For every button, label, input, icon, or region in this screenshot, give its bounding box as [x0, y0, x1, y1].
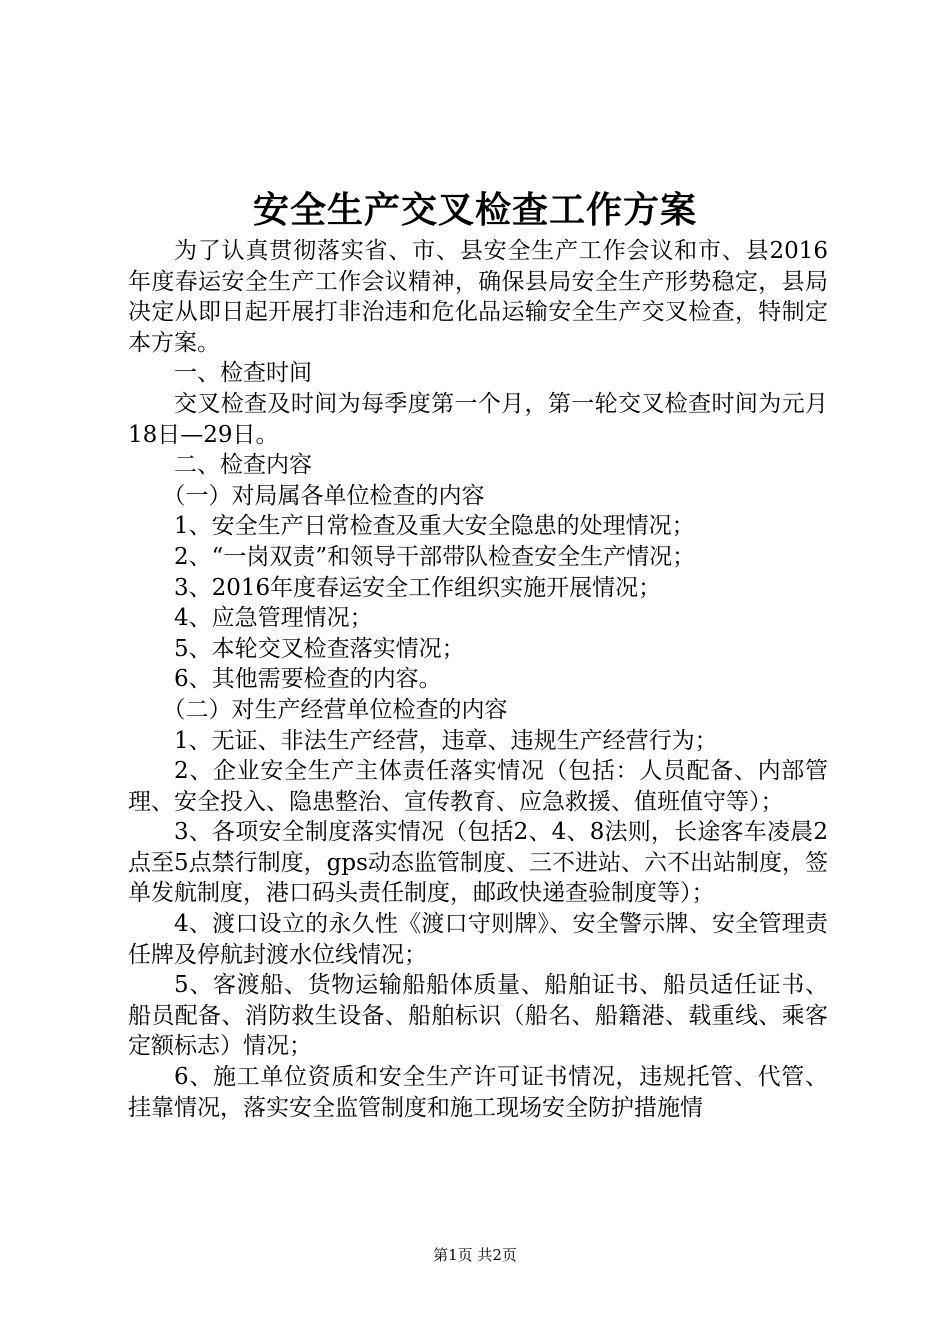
list-item: 5、客渡船、货物运输船船体质量、船舶证书、船员适任证书、船员配备、消防救生设备、船舶标识（船名、船籍港、载重线、乘客定额标志）情况； [128, 972, 828, 1060]
page-footer: 第1页 共2页 [433, 1246, 517, 1264]
list-item: 4、应急管理情况； [174, 605, 373, 632]
paragraph-intro: 为了认真贯彻落实省、市、县安全生产工作会议和市、县2016年度春运安全生产工作会议精神，确保县局安全生产形势稳定，县局决定从即日起开展打非治违和危化品运输安全生产交叉检查，特制定本方案。 [128, 238, 828, 356]
heading-inspection-content: 二、检查内容 [174, 452, 312, 479]
subheading-business-units: （二）对生产经营单位检查的内容 [162, 696, 508, 723]
paragraph-inspection-time: 交叉检查及时间为每季度第一个月，第一轮交叉检查时间为元月18日—29日。 [128, 390, 828, 448]
list-item: 1、安全生产日常检查及重大安全隐患的处理情况； [174, 513, 695, 540]
list-item: 4、渡口设立的永久性《渡口守则牌》、安全警示牌、安全管理责任牌及停航封渡水位线情况； [128, 911, 828, 968]
list-item: 3、2016年度春运安全工作组织实施开展情况； [174, 574, 662, 601]
subheading-internal-units: （一）对局属各单位检查的内容 [162, 482, 485, 509]
list-item: 2、“一岗双责”和领导干部带队检查安全生产情况； [174, 543, 696, 570]
document-body [128, 236, 828, 1123]
list-item: 5、本轮交叉检查落实情况； [174, 635, 465, 662]
document-title: 安全生产交叉检查工作方案 [252, 189, 697, 231]
list-item: 3、各项安全制度落实情况（包括2、4、8法则，长途客车凌晨2点至5点禁行制度，gps动态监管制度、三不进站、六不出站制度，签单发航制度，港口码头责任制度，邮政快递查验制度等）； [128, 819, 828, 907]
list-item: 6、施工单位资质和安全生产许可证书情况，违规托管、代管、挂靠情况，落实安全监管制度和施工现场安全防护措施情 [128, 1064, 828, 1121]
list-item: 6、其他需要检查的内容。 [174, 666, 442, 693]
list-item: 2、企业安全生产主体责任落实情况（包括：人员配备、内部管理、安全投入、隐患整治、宣传教育、应急救援、值班值守等）； [128, 758, 828, 815]
heading-inspection-time: 一、检查时间 [174, 360, 312, 387]
list-item: 1、无证、非法生产经营，违章、违规生产经营行为； [174, 727, 718, 754]
